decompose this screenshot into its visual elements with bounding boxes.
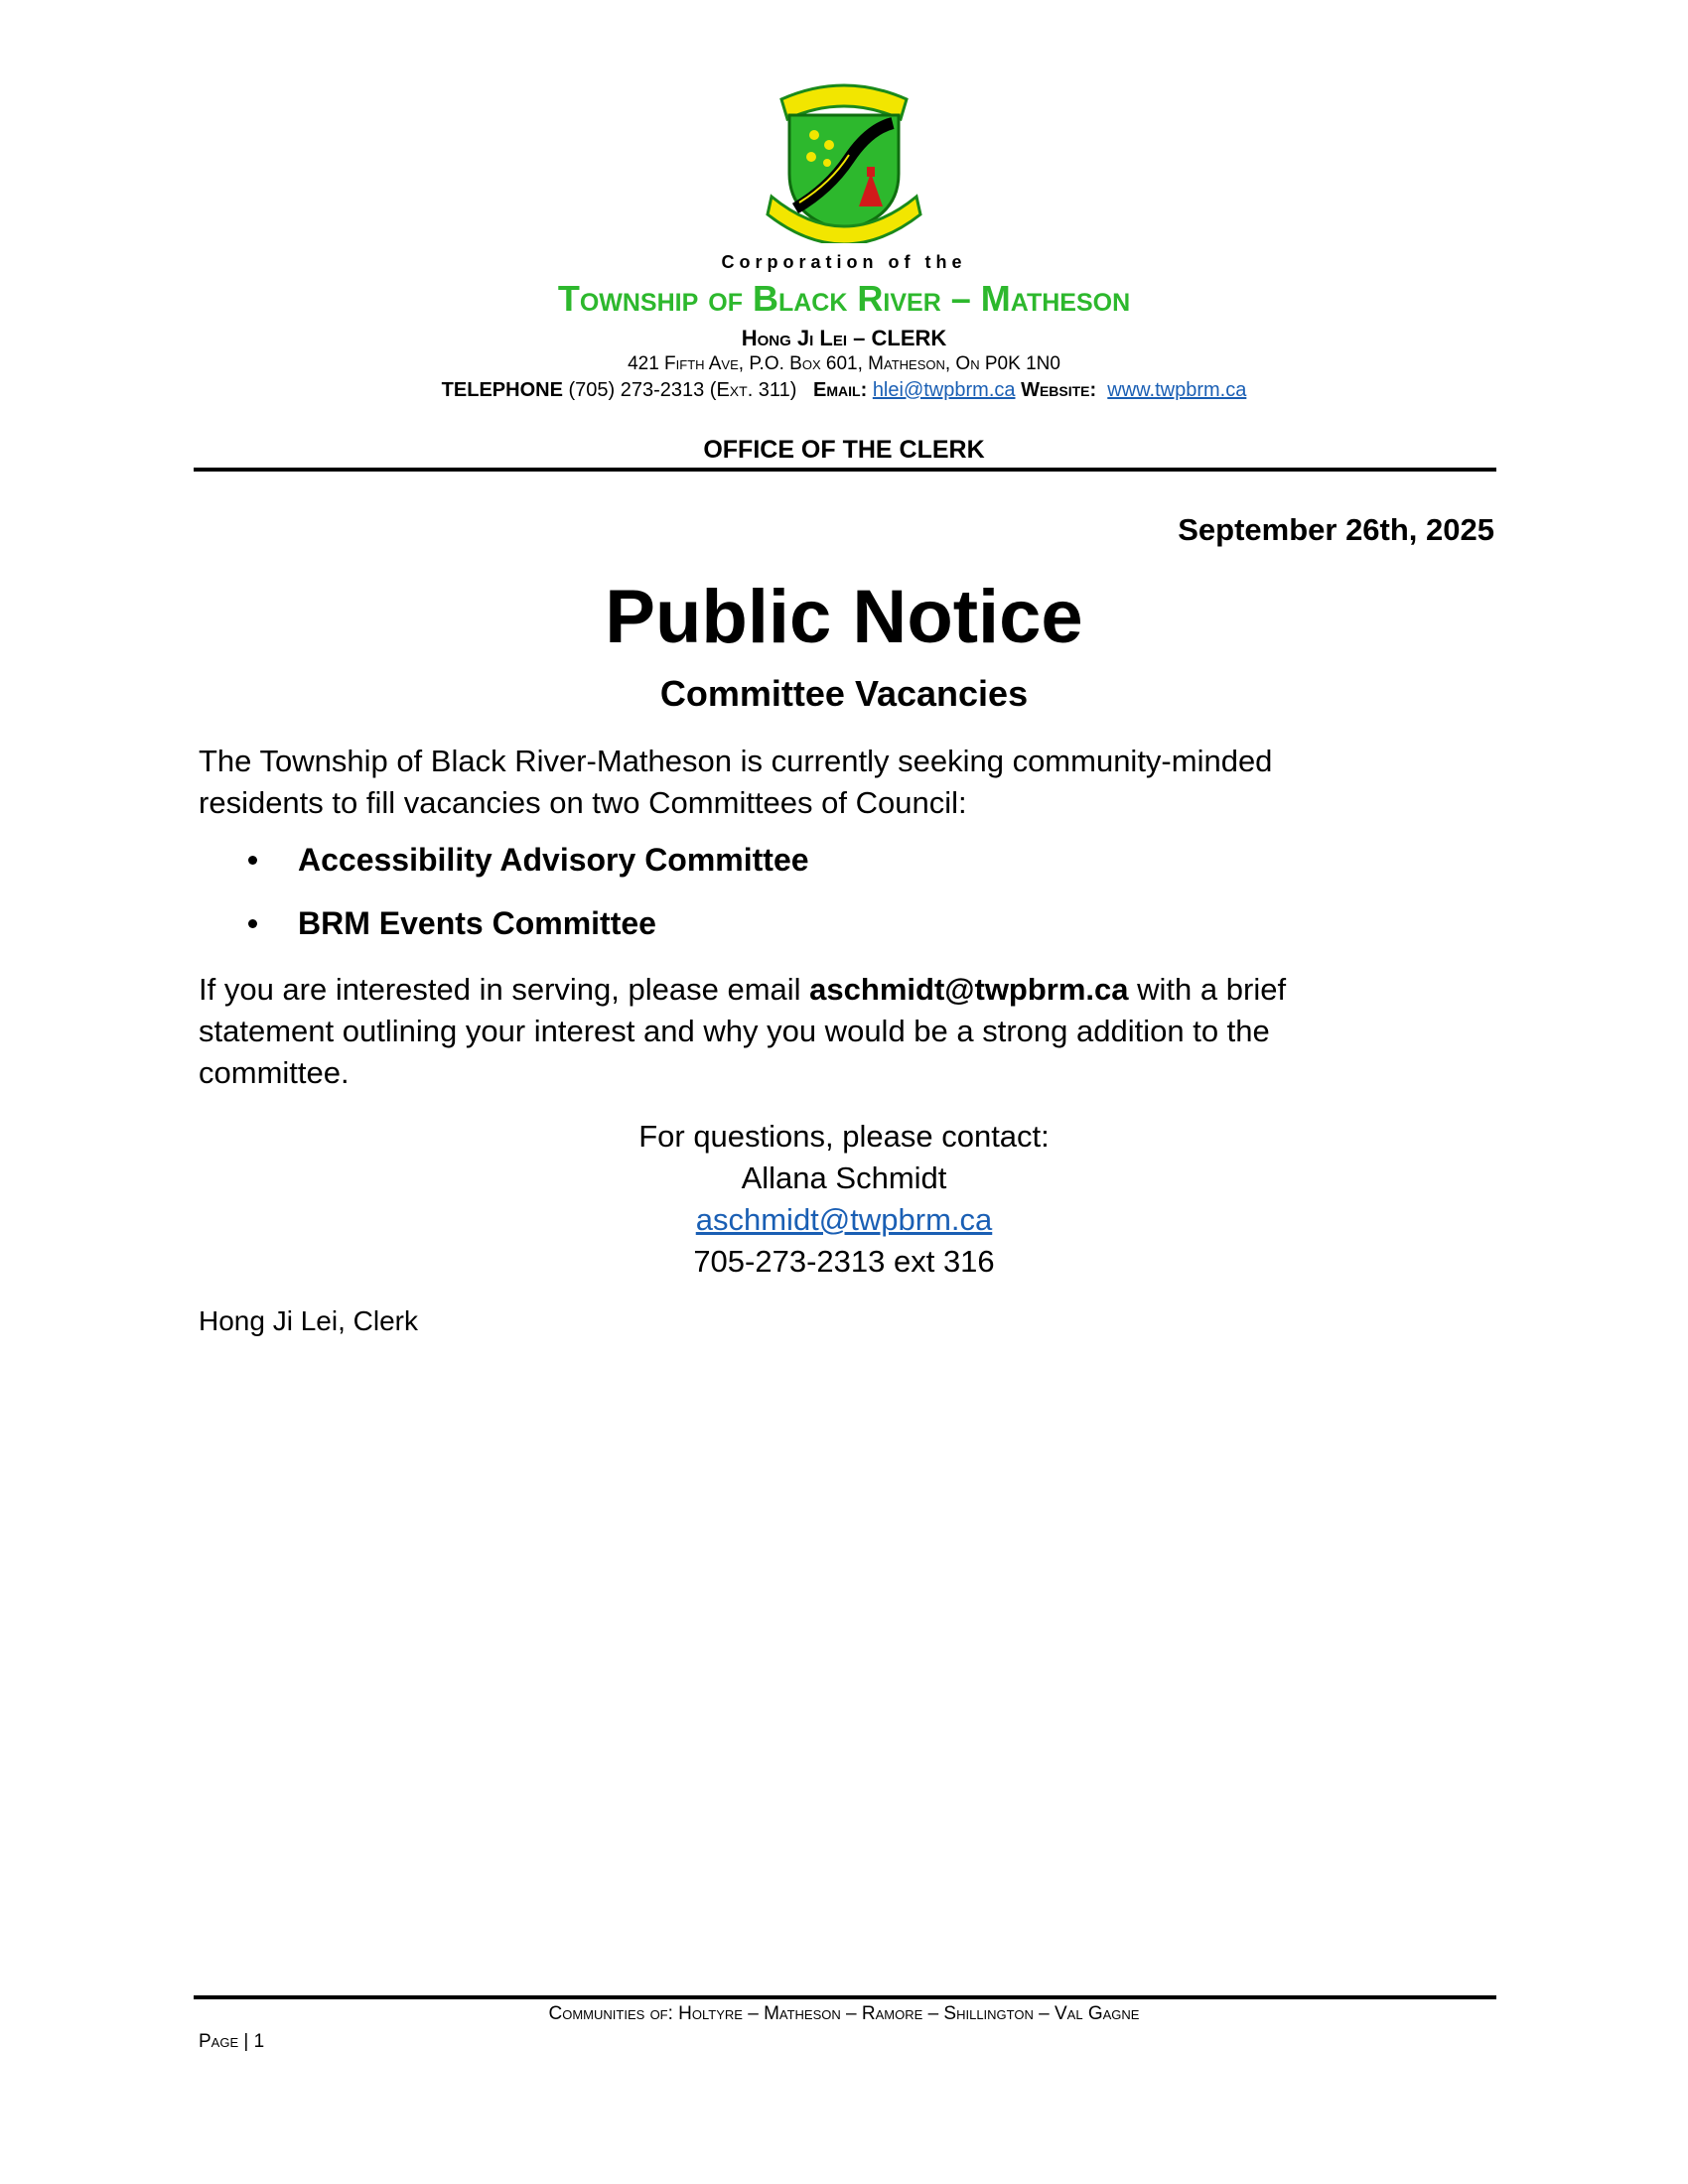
intro-line: residents to fill vacancies on two Committees of Council: xyxy=(199,785,967,820)
interest-line: committee. xyxy=(199,1055,350,1090)
list-item xyxy=(248,905,809,969)
committee-name: BRM Events Committee xyxy=(298,905,656,941)
interest-paragraph xyxy=(199,969,1430,1094)
interest-email: aschmidt@twpbrm.ca xyxy=(809,972,1129,1007)
contact-line xyxy=(0,379,1688,402)
header-divider xyxy=(194,468,1496,472)
contact-name: Allana Schmidt xyxy=(741,1160,947,1195)
notice-date: September 26th, 2025 xyxy=(1178,512,1494,547)
contact-block xyxy=(0,1116,1688,1283)
intro-line: The Township of Black River-Matheson is currently seeking community-minded xyxy=(199,744,1273,778)
list-item xyxy=(248,842,809,905)
address-line: 421 Fifth Ave, P.O. Box 601, Matheson, On P0K 1N0 xyxy=(628,353,1060,374)
page-title: Public Notice xyxy=(605,575,1083,659)
intro-paragraph xyxy=(199,741,1430,824)
clerk-line: Hong Ji Lei – CLERK xyxy=(741,326,947,350)
website-label: Website: xyxy=(1021,379,1097,401)
contact-phone: 705-273-2313 ext 316 xyxy=(693,1244,995,1279)
township-name: Township of Black River – Matheson xyxy=(557,278,1131,319)
corporation-heading: Corporation of the xyxy=(721,252,967,272)
email-label: Email: xyxy=(813,379,868,401)
footer-divider xyxy=(194,1995,1496,1999)
interest-text: If you are interested in serving, please email xyxy=(199,972,801,1007)
bullet-icon xyxy=(248,919,257,928)
website-link[interactable]: www.twpbrm.ca xyxy=(1107,379,1247,401)
township-crest-logo xyxy=(760,79,928,243)
committee-list xyxy=(248,842,809,969)
footer-communities: Communities of: Holtyre – Matheson – Ramore – Shillington – Val Gagne xyxy=(548,2003,1140,2024)
interest-line: statement outlining your interest and why you would be a strong addition to the xyxy=(199,1014,1270,1048)
page-subtitle: Committee Vacancies xyxy=(659,673,1029,714)
committee-name: Accessibility Advisory Committee xyxy=(298,842,809,878)
bullet-icon xyxy=(248,856,257,865)
interest-text: with a brief xyxy=(1137,972,1287,1007)
contact-email-link[interactable]: aschmidt@twpbrm.ca xyxy=(695,1202,993,1237)
interest-line xyxy=(199,969,1430,1011)
email-link[interactable]: hlei@twpbrm.ca xyxy=(872,379,1016,401)
signature: Hong Ji Lei, Clerk xyxy=(199,1305,418,1336)
office-heading: OFFICE OF THE CLERK xyxy=(703,436,985,464)
telephone-label: TELEPHONE xyxy=(441,379,563,401)
telephone-value: (705) 273-2313 (Ext. 311) xyxy=(568,379,797,401)
page-number: Page | 1 xyxy=(199,2031,265,2052)
contact-intro: For questions, please contact: xyxy=(638,1119,1050,1154)
